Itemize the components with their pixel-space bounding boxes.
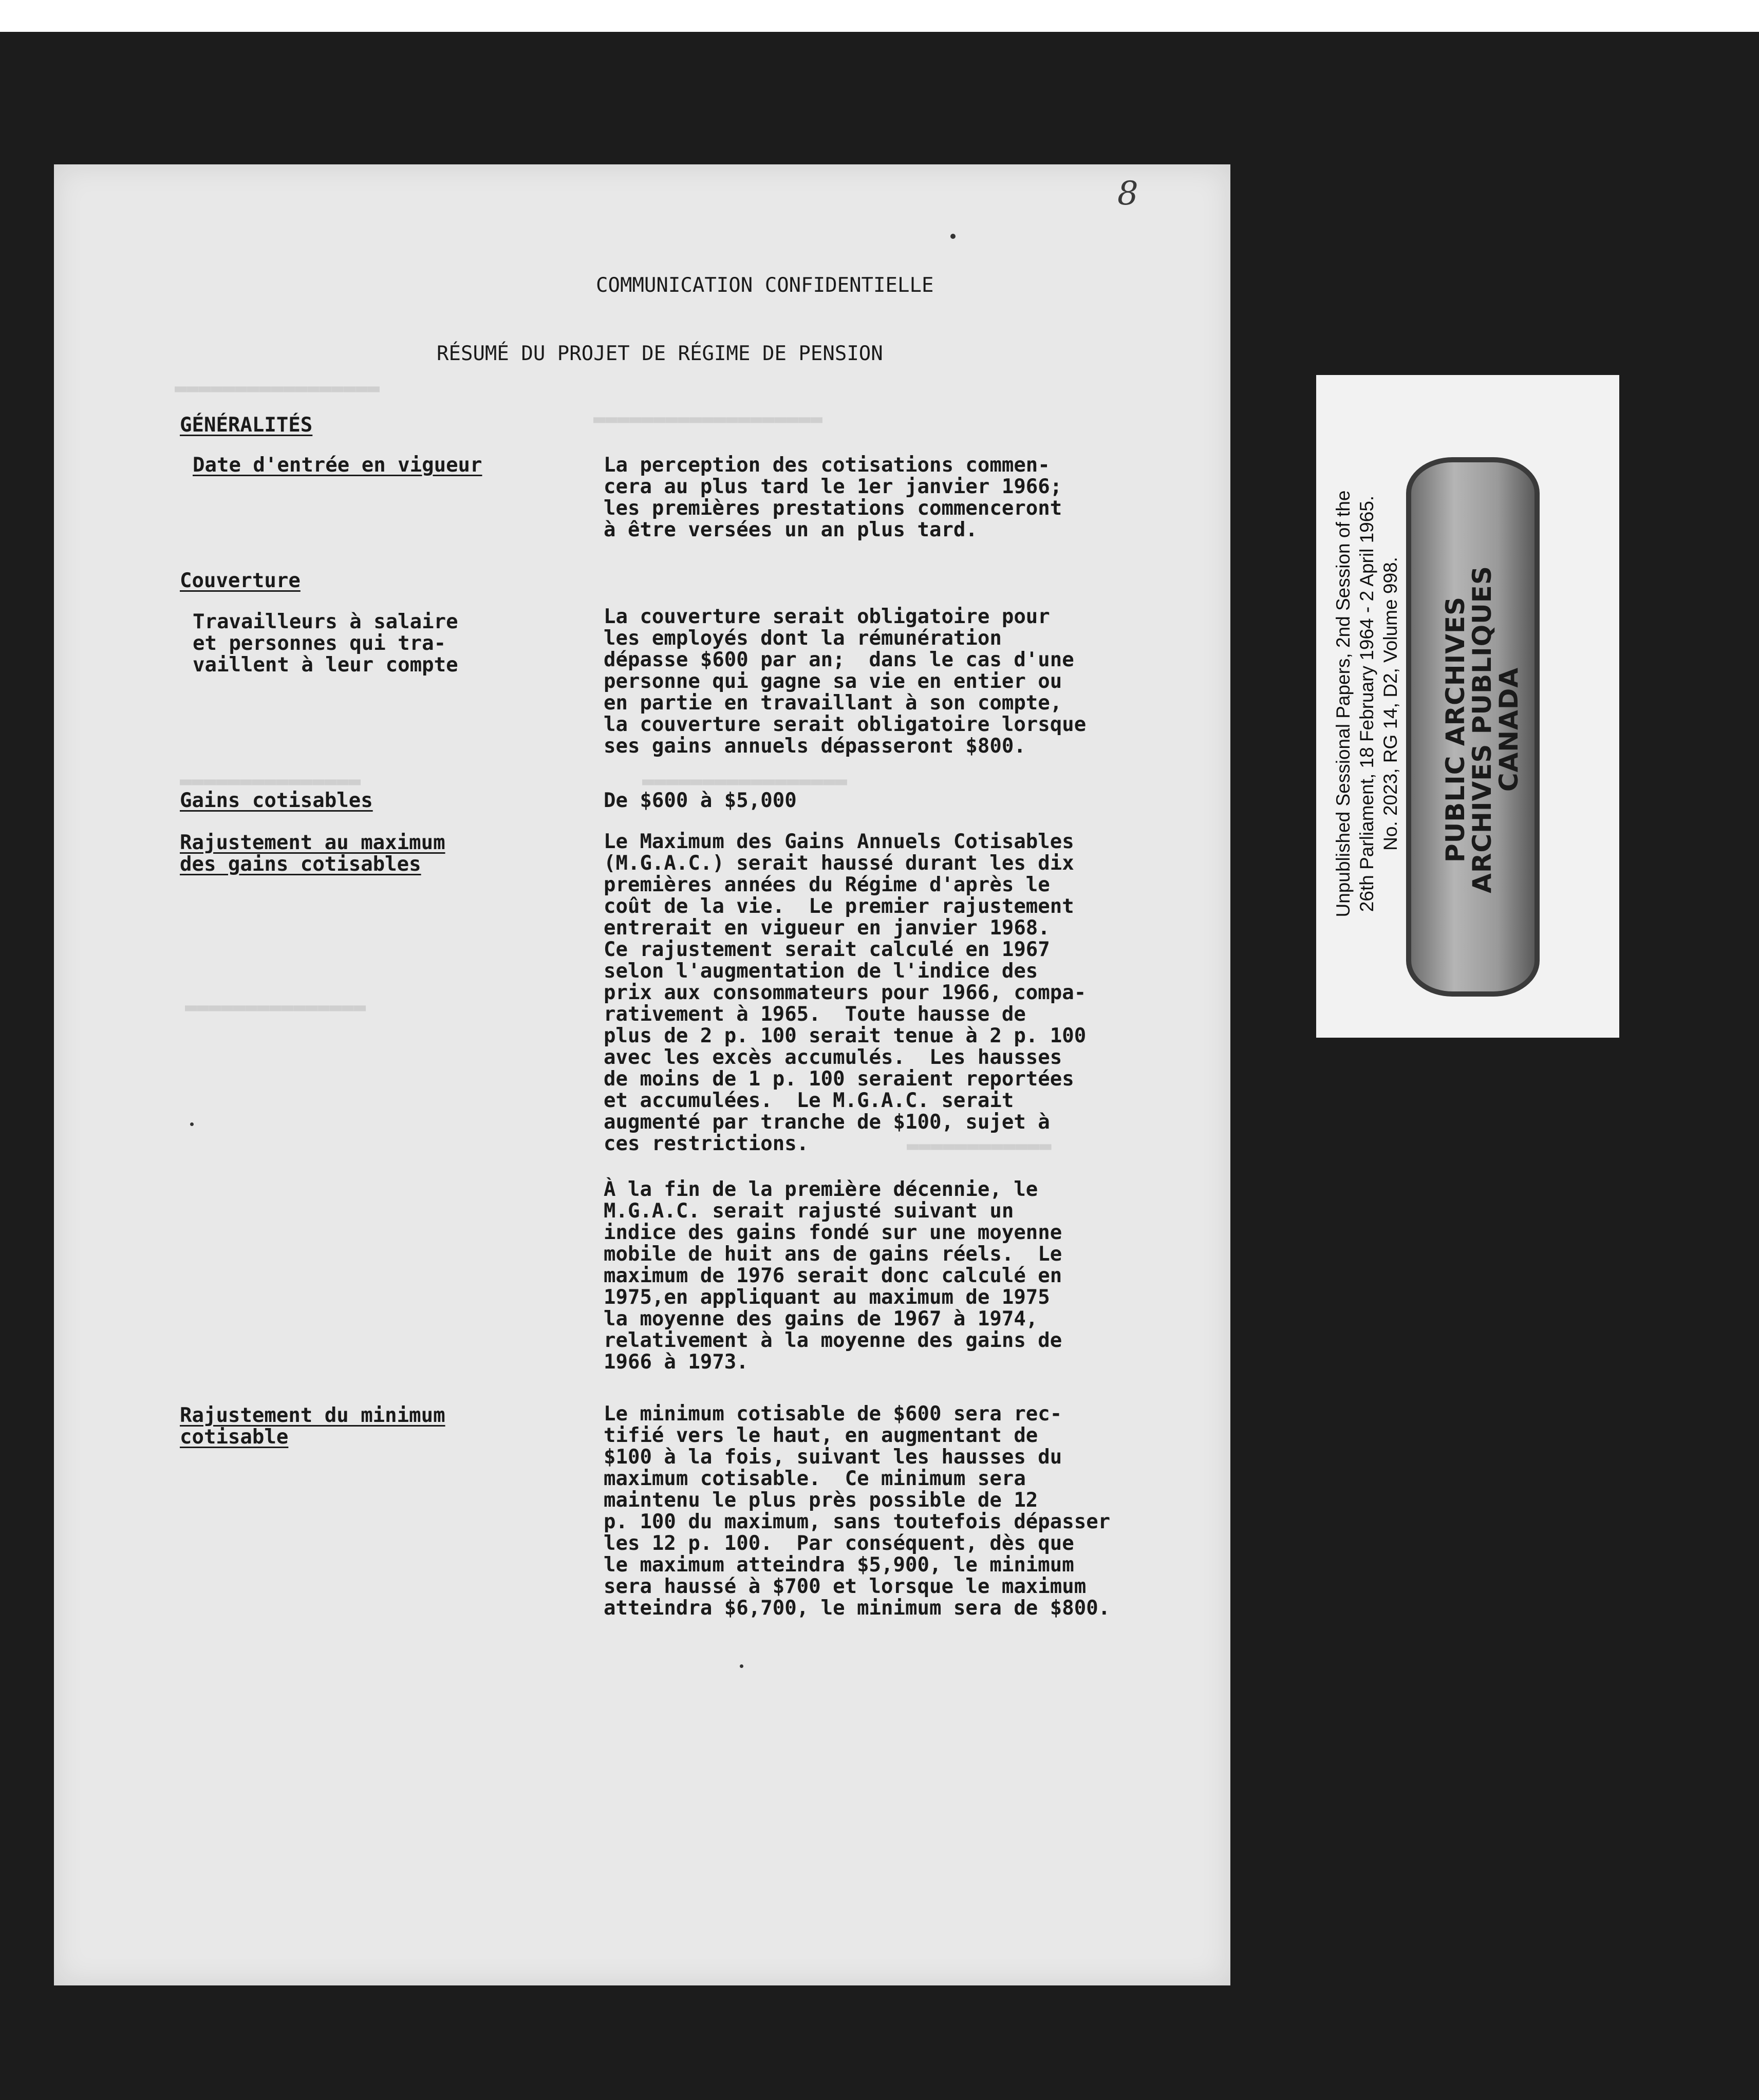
row-label-maximum-adjustment: Rajustement au maximum des gains cotisables bbox=[180, 831, 445, 876]
bleed-through: ▬▬▬▬▬▬▬▬▬▬▬▬▬▬▬▬▬ bbox=[642, 770, 848, 793]
bleed-through: ▬▬▬▬▬▬▬▬▬▬▬▬▬▬▬ bbox=[180, 770, 361, 793]
row-text-effective-date: La perception des cotisations commen- cera au plus tard le 1er janvier 1966; les premières prestations commenceront à être versées un an plus tard. bbox=[604, 454, 1062, 541]
section-heading: GÉNÉRALITÉS bbox=[180, 414, 313, 437]
row-label-effective-date: Date d'entrée en vigueur bbox=[193, 454, 482, 477]
archive-label-card bbox=[1316, 375, 1619, 1038]
document-title: RÉSUMÉ DU PROJET DE RÉGIME DE PENSION bbox=[437, 342, 883, 365]
scan-border bbox=[0, 0, 1759, 32]
row-text-workers: La couverture serait obligatoire pour les employés dont la rémunération dépasse $600 par an; dans le cas d'une personne qui gagne sa vie en entier ou en partie en travaillant à son compte, la couverture serait obligatoire lorsque ses gains annuels dépasseront $800. bbox=[604, 605, 1087, 758]
scan-speck bbox=[190, 1122, 194, 1126]
confidential-header: COMMUNICATION CONFIDENTIELLE bbox=[596, 274, 934, 297]
stamp-text: PUBLIC ARCHIVES ARCHIVES PUBLIQUES CANADA bbox=[1440, 566, 1524, 893]
archive-citation: Unpublished Sessional Papers, 2nd Session of the 26th Parliament, 18 February 1964 - 2 April 1965. No. 2023, RG 14, D2, Volume 998. bbox=[1333, 490, 1401, 917]
row-label-workers: Travailleurs à salaire et personnes qui tra- vaillent à leur compte bbox=[193, 610, 458, 677]
scan-speck bbox=[740, 1664, 743, 1668]
row-text-contributory-earnings: De $600 à $5,000 bbox=[604, 789, 797, 812]
document-sheet bbox=[54, 164, 1230, 1985]
row-text-minimum-adjustment: Le minimum cotisable de $600 sera rec- tifié vers le haut, en augmentant de $100 à la fois, suivant les hausses du maximum cotisable. Ce minimum sera maintenu le plus près possible de 12 p. 100 du maximum, sans toutefois dépasser les 12 p. 100. Par conséquent, dès que le maximum atteindra $5,900, le minimum sera haussé à $700 et lorsque le maximum atteindra $6,700, le minimum sera de $800. bbox=[604, 1402, 1111, 1620]
page-folio: 8 bbox=[1117, 175, 1138, 213]
row-label-minimum-adjustment: Rajustement du minimum cotisable bbox=[180, 1404, 445, 1449]
row-text-first-decade: À la fin de la première décennie, le M.G.A.C. serait rajusté suivant un indice des gains fondé sur une moyenne mobile de huit ans de gains réels. Le maximum de 1976 serait donc calculé en 1975,en appliquant au maximum de 1975 la moyenne des gains de 1967 à 1974, relativement à la moyenne des gains de 1966 à 1973. bbox=[604, 1178, 1062, 1374]
scan-speck bbox=[950, 234, 956, 239]
archives-stamp bbox=[1406, 457, 1540, 997]
row-text-maximum-adjustment: Le Maximum des Gains Annuels Cotisables (M.G.A.C.) serait haussé durant les dix premières années du Régime d'après le coût de la vie. Le premier rajustement entrerait en vigueur en janvier 1968. Ce rajustement serait calculé en 1967 selon l'augmentation de l'indice des prix aux consommateurs pour 1966, compa- rativement à 1965. Toute hausse de plus de 2 p. 100 serait tenue à 2 p. 100 avec les excès accumulés. Les hausses de moins de 1 p. 100 seraient reportées et accumulées. Le M.G.A.C. serait augmenté par tranche de $100, sujet à ces restrictions. bbox=[604, 830, 1087, 1155]
bleed-through: ▬▬▬▬▬▬▬▬▬▬▬▬ bbox=[907, 1134, 1052, 1157]
row-label-coverage: Couverture bbox=[180, 569, 301, 592]
bleed-through: ▬▬▬▬▬▬▬▬▬▬▬▬▬▬▬▬▬▬▬ bbox=[593, 407, 823, 430]
row-label-contributory-earnings: Gains cotisables bbox=[180, 789, 373, 812]
bleed-through: ▬▬▬▬▬▬▬▬▬▬▬▬▬▬▬▬▬ bbox=[175, 377, 380, 400]
bleed-through: ▬▬▬▬▬▬▬▬▬▬▬▬▬▬▬ bbox=[185, 996, 366, 1019]
